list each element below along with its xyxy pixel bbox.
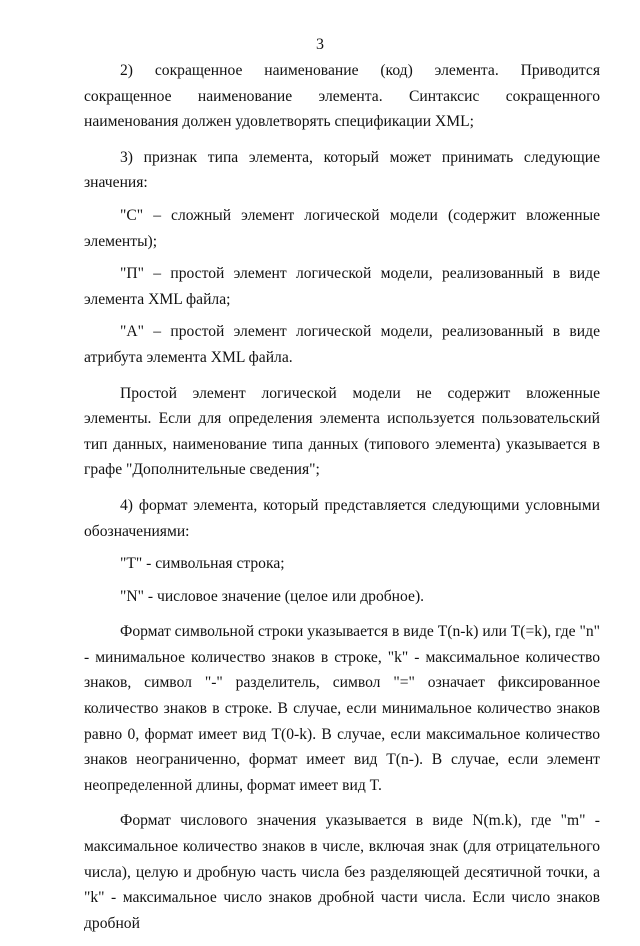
paragraph-type-complex: "С" – сложный элемент логической модели (содержит вложенные элементы); xyxy=(84,206,600,250)
paragraph-format-number: "N" - числовое значение (целое или дробное). xyxy=(120,587,425,605)
document-body xyxy=(84,58,600,946)
paragraph-item-2-short-name: 2) сокращенное наименование (код) элемента. Приводится сокращенное наименование элемента. Синтаксис сокращенного наименования должен удовлетворять спецификации XML; xyxy=(84,62,600,131)
paragraph-type-simple-element: "П" – простой элемент логической модели, реализованный в виде элемента XML файла; xyxy=(84,265,600,308)
paragraph-type-simple-attribute: "А" – простой элемент логической модели, реализованный в виде атрибута элемента XML файла. xyxy=(84,323,600,366)
page-number: 3 xyxy=(316,36,324,53)
paragraph-item-4-format: 4) формат элемента, который представляется следующими условными обозначениями: xyxy=(84,496,600,540)
paragraph-item-3-type: 3) признак типа элемента, который может принимать следующие значения: xyxy=(84,148,600,192)
paragraph-number-format-description: Формат числового значения указывается в виде N(m.k), где "m" - максимальное количество знаков в числе, включая знак (для отрицательного числа), целую и дробную часть числа без разделяющей десятичной точки, а "k" - максимальное число знаков дробной части числа. Если число знаков дробной xyxy=(84,812,600,932)
paragraph-simple-element-note: Простой элемент логической модели не содержит вложенные элементы. Если для определения элемента используется пользовательский тип данных, наименование типа данных (типового элемента) указывается в графе "Дополнительные сведения"; xyxy=(84,384,600,479)
paragraph-format-string: "Т" - символьная строка; xyxy=(120,555,285,573)
paragraph-string-format-description: Формат символьной строки указывается в виде T(n-k) или T(=k), где "n" - минимальное количество знаков в строке, "k" - максимальное количество знаков, символ "-" разделитель, символ "=" означает фиксированное количество знаков в строке. В случае, если минимальное количество знаков равно 0, формат имеет вид T(0-k). В случае, если максимальное количество знаков неограниченно, формат имеет вид T(n-). В случае, если элемент неопределенной длины, формат имеет вид T. xyxy=(84,623,600,794)
